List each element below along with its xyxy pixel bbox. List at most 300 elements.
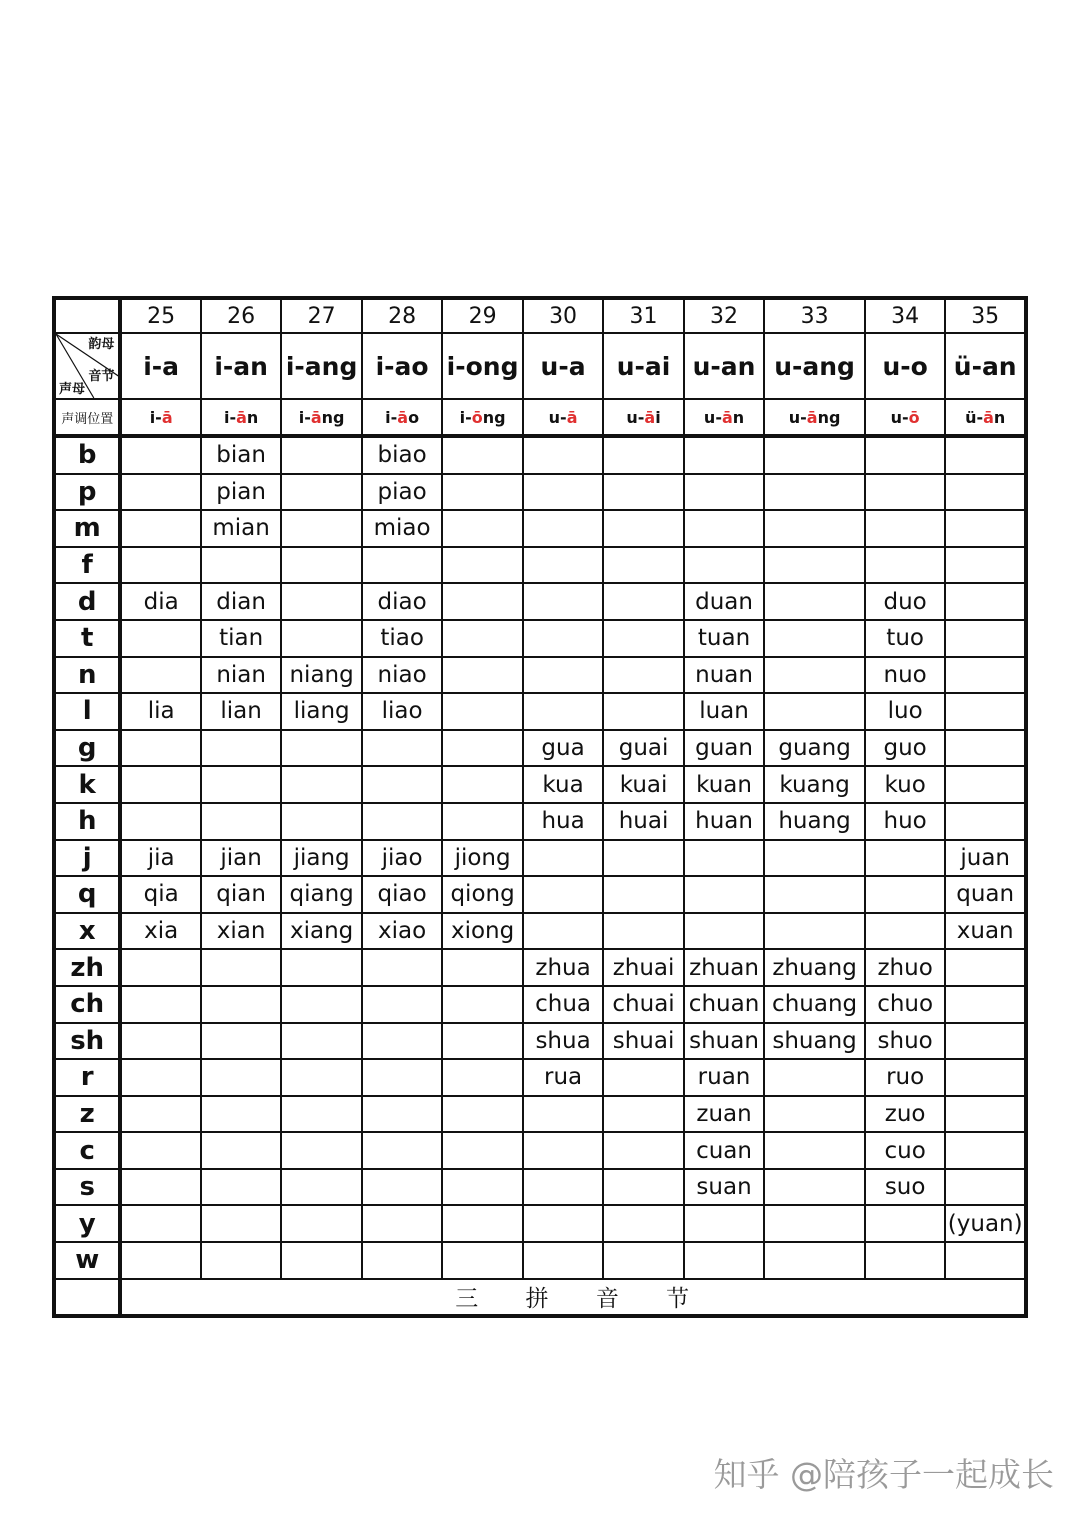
syllable-cell	[603, 583, 683, 620]
initial-cell: q	[54, 876, 120, 913]
syllable-cell: zuan	[684, 1096, 764, 1133]
corner-blank-cell	[54, 298, 120, 333]
table-row	[54, 436, 1026, 474]
syllable-cell: chuo	[865, 986, 945, 1023]
syllable-cell	[684, 547, 764, 584]
initial-cell: b	[54, 436, 120, 474]
syllable-cell: tuan	[684, 620, 764, 657]
syllable-cell	[362, 1169, 442, 1206]
syllable-cell	[120, 436, 200, 474]
final-header: i-a	[120, 333, 200, 399]
tone-position-cell	[603, 399, 683, 436]
final-header: u-a	[523, 333, 603, 399]
syllable-cell: liang	[281, 693, 361, 730]
syllable-cell	[764, 840, 865, 877]
syllable-cell	[120, 1023, 200, 1060]
initial-cell: s	[54, 1169, 120, 1206]
tone-mark: ā	[310, 407, 322, 427]
tone-mark: ā	[566, 407, 578, 427]
syllable-cell	[281, 949, 361, 986]
initial-cell: d	[54, 583, 120, 620]
syllable-cell	[603, 840, 683, 877]
syllable-cell: duo	[865, 583, 945, 620]
final-header: u-ang	[764, 333, 865, 399]
column-number: 34	[865, 298, 945, 333]
column-number-row	[54, 298, 1026, 333]
syllable-cell: guang	[764, 730, 865, 767]
syllable-cell	[603, 1169, 683, 1206]
tone-position-cell	[120, 399, 200, 436]
syllable-cell: suan	[684, 1169, 764, 1206]
column-number: 28	[362, 298, 442, 333]
syllable-cell: cuo	[865, 1132, 945, 1169]
syllable-cell: gua	[523, 730, 603, 767]
syllable-cell	[684, 436, 764, 474]
syllable-cell	[865, 1205, 945, 1242]
syllable-cell	[201, 803, 281, 840]
table-row	[54, 803, 1026, 840]
syllable-cell	[945, 510, 1026, 547]
syllable-cell	[442, 1096, 522, 1133]
syllable-cell	[764, 474, 865, 511]
syllable-cell	[281, 436, 361, 474]
syllable-cell: diao	[362, 583, 442, 620]
syllable-cell	[201, 1169, 281, 1206]
syllable-cell	[362, 1242, 442, 1279]
final-header: u-o	[865, 333, 945, 399]
footer-label: 三 拼 音 节	[455, 1286, 692, 1313]
syllable-cell	[603, 693, 683, 730]
tone-mark: ā	[983, 407, 994, 427]
syllable-cell	[603, 436, 683, 474]
tone-mark: ā	[644, 407, 656, 427]
syllable-cell	[442, 1242, 522, 1279]
initial-cell: j	[54, 840, 120, 877]
syllable-cell	[362, 547, 442, 584]
syllable-cell	[945, 1242, 1026, 1279]
syllable-cell: jiong	[442, 840, 522, 877]
syllable-cell: qiong	[442, 876, 522, 913]
footer-row	[54, 1279, 1026, 1316]
final-header: i-ao	[362, 333, 442, 399]
column-number: 35	[945, 298, 1026, 333]
syllable-cell	[523, 657, 603, 694]
syllable-cell: ruo	[865, 1059, 945, 1096]
syllable-cell	[523, 510, 603, 547]
syllable-cell	[201, 986, 281, 1023]
syllable-cell	[523, 1169, 603, 1206]
syllable-cell	[523, 1096, 603, 1133]
syllable-cell: guai	[603, 730, 683, 767]
syllable-cell	[120, 1205, 200, 1242]
syllable-cell: shuan	[684, 1023, 764, 1060]
syllable-cell: tian	[201, 620, 281, 657]
syllable-cell	[442, 620, 522, 657]
syllable-cell: chua	[523, 986, 603, 1023]
syllable-cell: nuan	[684, 657, 764, 694]
syllable-cell	[362, 730, 442, 767]
syllable-cell	[764, 913, 865, 950]
syllable-cell	[120, 1132, 200, 1169]
syllable-cell	[603, 474, 683, 511]
syllable-cell	[945, 1059, 1026, 1096]
syllable-cell	[764, 1096, 865, 1133]
syllable-cell: qian	[201, 876, 281, 913]
tone-prefix: u-	[626, 407, 645, 427]
syllable-cell	[281, 510, 361, 547]
syllable-cell	[201, 1023, 281, 1060]
syllable-cell: shuang	[764, 1023, 865, 1060]
tone-suffix: ng	[321, 407, 345, 427]
syllable-cell	[865, 547, 945, 584]
syllable-cell	[442, 583, 522, 620]
final-header: u-an	[684, 333, 764, 399]
column-number: 30	[523, 298, 603, 333]
tone-mark: ō	[471, 407, 483, 427]
initial-cell: f	[54, 547, 120, 584]
syllable-cell	[764, 876, 865, 913]
syllable-cell	[945, 693, 1026, 730]
tone-mark: ā	[161, 407, 173, 427]
syllable-cell	[945, 620, 1026, 657]
tone-suffix: i	[655, 407, 661, 427]
syllable-cell: huang	[764, 803, 865, 840]
syllable-cell: jiao	[362, 840, 442, 877]
syllable-cell	[865, 840, 945, 877]
syllable-cell	[442, 436, 522, 474]
syllable-cell	[362, 803, 442, 840]
syllable-cell: qia	[120, 876, 200, 913]
syllable-cell: xuan	[945, 913, 1026, 950]
syllable-cell: liao	[362, 693, 442, 730]
tone-position-cell	[281, 399, 361, 436]
syllable-cell: chuai	[603, 986, 683, 1023]
syllable-cell	[764, 547, 865, 584]
syllable-cell	[764, 1132, 865, 1169]
syllable-cell	[523, 1242, 603, 1279]
syllable-cell: kuai	[603, 766, 683, 803]
table-row	[54, 1023, 1026, 1060]
pinyin-syllable-table	[52, 296, 1028, 1318]
syllable-cell	[603, 620, 683, 657]
initial-cell: x	[54, 913, 120, 950]
watermark: 知乎 @陪孩子一起成长	[713, 1455, 1054, 1494]
tone-position-cell	[201, 399, 281, 436]
syllable-cell: zhuan	[684, 949, 764, 986]
column-number: 25	[120, 298, 200, 333]
syllable-cell: jian	[201, 840, 281, 877]
syllable-cell	[442, 803, 522, 840]
tone-prefix: i-	[385, 407, 398, 427]
table-row	[54, 474, 1026, 511]
syllable-cell: zhuo	[865, 949, 945, 986]
tone-prefix: u-	[548, 407, 567, 427]
syllable-cell	[764, 510, 865, 547]
syllable-cell: zhuai	[603, 949, 683, 986]
syllable-cell	[865, 510, 945, 547]
syllable-cell	[442, 693, 522, 730]
table-row	[54, 547, 1026, 584]
syllable-cell	[120, 766, 200, 803]
syllable-cell	[281, 1205, 361, 1242]
syllable-cell	[120, 986, 200, 1023]
syllable-cell: luo	[865, 693, 945, 730]
table-row	[54, 693, 1026, 730]
table-row	[54, 1132, 1026, 1169]
final-header: i-ong	[442, 333, 522, 399]
syllable-cell: shua	[523, 1023, 603, 1060]
tone-position-cell	[684, 399, 764, 436]
syllable-cell	[764, 1242, 865, 1279]
syllable-cell	[201, 730, 281, 767]
syllable-cell	[945, 1096, 1026, 1133]
syllable-cell	[120, 620, 200, 657]
tone-position-cell	[442, 399, 522, 436]
syllable-cell	[281, 730, 361, 767]
tone-prefix: i-	[298, 407, 311, 427]
column-number: 26	[201, 298, 281, 333]
tone-mark: ā	[236, 407, 247, 427]
syllable-cell	[603, 1059, 683, 1096]
syllable-cell	[945, 949, 1026, 986]
syllable-cell	[684, 840, 764, 877]
syllable-cell	[603, 657, 683, 694]
tone-mark: ā	[806, 407, 818, 427]
syllable-cell: qiao	[362, 876, 442, 913]
syllable-cell	[603, 1096, 683, 1133]
syllable-cell	[945, 766, 1026, 803]
syllable-cell	[764, 1169, 865, 1206]
tone-position-cell	[523, 399, 603, 436]
syllable-cell	[523, 547, 603, 584]
syllable-cell	[684, 1205, 764, 1242]
syllable-cell	[120, 547, 200, 584]
syllable-cell	[442, 547, 522, 584]
syllable-cell	[523, 1205, 603, 1242]
syllable-cell: bian	[201, 436, 281, 474]
syllable-cell: lian	[201, 693, 281, 730]
syllable-cell	[945, 1169, 1026, 1206]
syllable-cell: jia	[120, 840, 200, 877]
syllable-cell: tiao	[362, 620, 442, 657]
syllable-cell	[442, 949, 522, 986]
syllable-cell	[281, 620, 361, 657]
table-row	[54, 876, 1026, 913]
syllable-cell	[442, 657, 522, 694]
table-row	[54, 510, 1026, 547]
table-row	[54, 1169, 1026, 1206]
diagonal-header-cell	[54, 333, 120, 399]
syllable-cell	[523, 840, 603, 877]
syllable-cell	[362, 1023, 442, 1060]
syllable-cell: juan	[945, 840, 1026, 877]
syllable-cell: qiang	[281, 876, 361, 913]
syllable-cell: chuan	[684, 986, 764, 1023]
syllable-cell	[120, 1096, 200, 1133]
syllable-cell	[945, 1132, 1026, 1169]
syllable-cell	[442, 1023, 522, 1060]
initial-cell: y	[54, 1205, 120, 1242]
syllable-cell	[201, 1059, 281, 1096]
tone-mark: ā	[397, 407, 409, 427]
table-row	[54, 583, 1026, 620]
syllable-cell: quan	[945, 876, 1026, 913]
syllable-cell: pian	[201, 474, 281, 511]
syllable-cell	[120, 1242, 200, 1279]
column-number: 33	[764, 298, 865, 333]
syllable-cell: xiong	[442, 913, 522, 950]
syllable-cell	[945, 436, 1026, 474]
tone-position-label: 声调位置	[54, 399, 120, 436]
syllable-cell	[362, 1132, 442, 1169]
tone-prefix: i-	[223, 407, 237, 427]
syllable-cell	[523, 913, 603, 950]
syllable-cell	[362, 1059, 442, 1096]
syllable-cell	[281, 1169, 361, 1206]
tone-prefix: u-	[788, 407, 807, 427]
syllable-cell	[603, 913, 683, 950]
syllable-cell: chuang	[764, 986, 865, 1023]
column-number: 31	[603, 298, 683, 333]
syllable-cell: mian	[201, 510, 281, 547]
syllable-cell: niao	[362, 657, 442, 694]
syllable-cell	[442, 986, 522, 1023]
initial-cell: h	[54, 803, 120, 840]
syllable-cell: tuo	[865, 620, 945, 657]
syllable-cell	[603, 1242, 683, 1279]
syllable-cell	[684, 510, 764, 547]
syllable-cell: zuo	[865, 1096, 945, 1133]
syllable-cell: lia	[120, 693, 200, 730]
syllable-cell: jiang	[281, 840, 361, 877]
table-row	[54, 1242, 1026, 1279]
tone-prefix: ü-	[965, 407, 984, 427]
syllable-cell	[865, 474, 945, 511]
syllable-cell: rua	[523, 1059, 603, 1096]
syllable-cell	[945, 1023, 1026, 1060]
syllable-cell	[281, 547, 361, 584]
syllable-cell	[945, 474, 1026, 511]
syllable-cell	[603, 510, 683, 547]
syllable-cell: zhua	[523, 949, 603, 986]
syllable-cell	[865, 913, 945, 950]
tone-suffix: n	[246, 407, 259, 427]
syllable-cell	[442, 1169, 522, 1206]
syllable-cell: xian	[201, 913, 281, 950]
tone-position-cell	[945, 399, 1026, 436]
syllable-cell: guo	[865, 730, 945, 767]
syllable-cell: xiang	[281, 913, 361, 950]
table-row	[54, 657, 1026, 694]
syllable-cell: huo	[865, 803, 945, 840]
tone-prefix: u-	[703, 407, 722, 427]
syllable-cell: duan	[684, 583, 764, 620]
initial-cell: z	[54, 1096, 120, 1133]
table-row	[54, 766, 1026, 803]
syllable-cell	[120, 1059, 200, 1096]
syllable-cell	[362, 1205, 442, 1242]
syllable-cell	[442, 766, 522, 803]
syllable-cell	[523, 474, 603, 511]
syllable-cell: nian	[201, 657, 281, 694]
syllable-cell	[764, 620, 865, 657]
syllable-cell	[945, 583, 1026, 620]
syllable-cell: kua	[523, 766, 603, 803]
syllable-cell	[281, 474, 361, 511]
syllable-cell	[764, 583, 865, 620]
syllable-cell	[945, 803, 1026, 840]
final-header: i-an	[201, 333, 281, 399]
syllable-cell	[201, 1132, 281, 1169]
syllable-cell	[201, 1096, 281, 1133]
syllable-cell	[281, 766, 361, 803]
syllable-cell	[603, 547, 683, 584]
syllable-cell: piao	[362, 474, 442, 511]
syllable-cell	[442, 1059, 522, 1096]
tone-suffix: o	[408, 407, 420, 427]
syllable-cell: guan	[684, 730, 764, 767]
syllable-cell	[442, 1205, 522, 1242]
table-row	[54, 913, 1026, 950]
tone-prefix: u-	[890, 407, 909, 427]
syllable-cell	[684, 1242, 764, 1279]
syllable-cell	[281, 1132, 361, 1169]
initial-cell: t	[54, 620, 120, 657]
syllable-cell: ruan	[684, 1059, 764, 1096]
table-row	[54, 949, 1026, 986]
tone-position-cell	[865, 399, 945, 436]
final-header: ü-an	[945, 333, 1026, 399]
syllable-cell: dian	[201, 583, 281, 620]
initial-cell: g	[54, 730, 120, 767]
syllable-cell: huan	[684, 803, 764, 840]
tone-position-cell	[764, 399, 865, 436]
syllable-cell	[523, 620, 603, 657]
table-row	[54, 620, 1026, 657]
final-header: i-ang	[281, 333, 361, 399]
tone-prefix: i-	[459, 407, 472, 427]
table-row	[54, 1205, 1026, 1242]
syllable-cell	[865, 876, 945, 913]
tone-suffix: n	[993, 407, 1006, 427]
syllable-cell: kuan	[684, 766, 764, 803]
syllable-cell	[764, 657, 865, 694]
syllable-cell	[201, 1205, 281, 1242]
syllable-cell: xiao	[362, 913, 442, 950]
syllable-cell	[442, 1132, 522, 1169]
syllable-cell: shuo	[865, 1023, 945, 1060]
tone-position-cell	[362, 399, 442, 436]
table-row	[54, 1059, 1026, 1096]
syllable-cell: niang	[281, 657, 361, 694]
syllable-cell: xia	[120, 913, 200, 950]
syllable-cell	[120, 657, 200, 694]
syllable-cell	[281, 1023, 361, 1060]
header-label-yinjie: 音节	[88, 369, 115, 384]
syllable-cell	[865, 436, 945, 474]
column-number: 27	[281, 298, 361, 333]
syllable-cell	[362, 986, 442, 1023]
syllable-cell: hua	[523, 803, 603, 840]
initial-cell: k	[54, 766, 120, 803]
initial-cell: zh	[54, 949, 120, 986]
syllable-cell	[362, 1096, 442, 1133]
syllable-cell	[603, 876, 683, 913]
syllable-cell	[764, 1205, 865, 1242]
initial-cell: n	[54, 657, 120, 694]
syllable-cell	[201, 766, 281, 803]
syllable-cell	[684, 474, 764, 511]
